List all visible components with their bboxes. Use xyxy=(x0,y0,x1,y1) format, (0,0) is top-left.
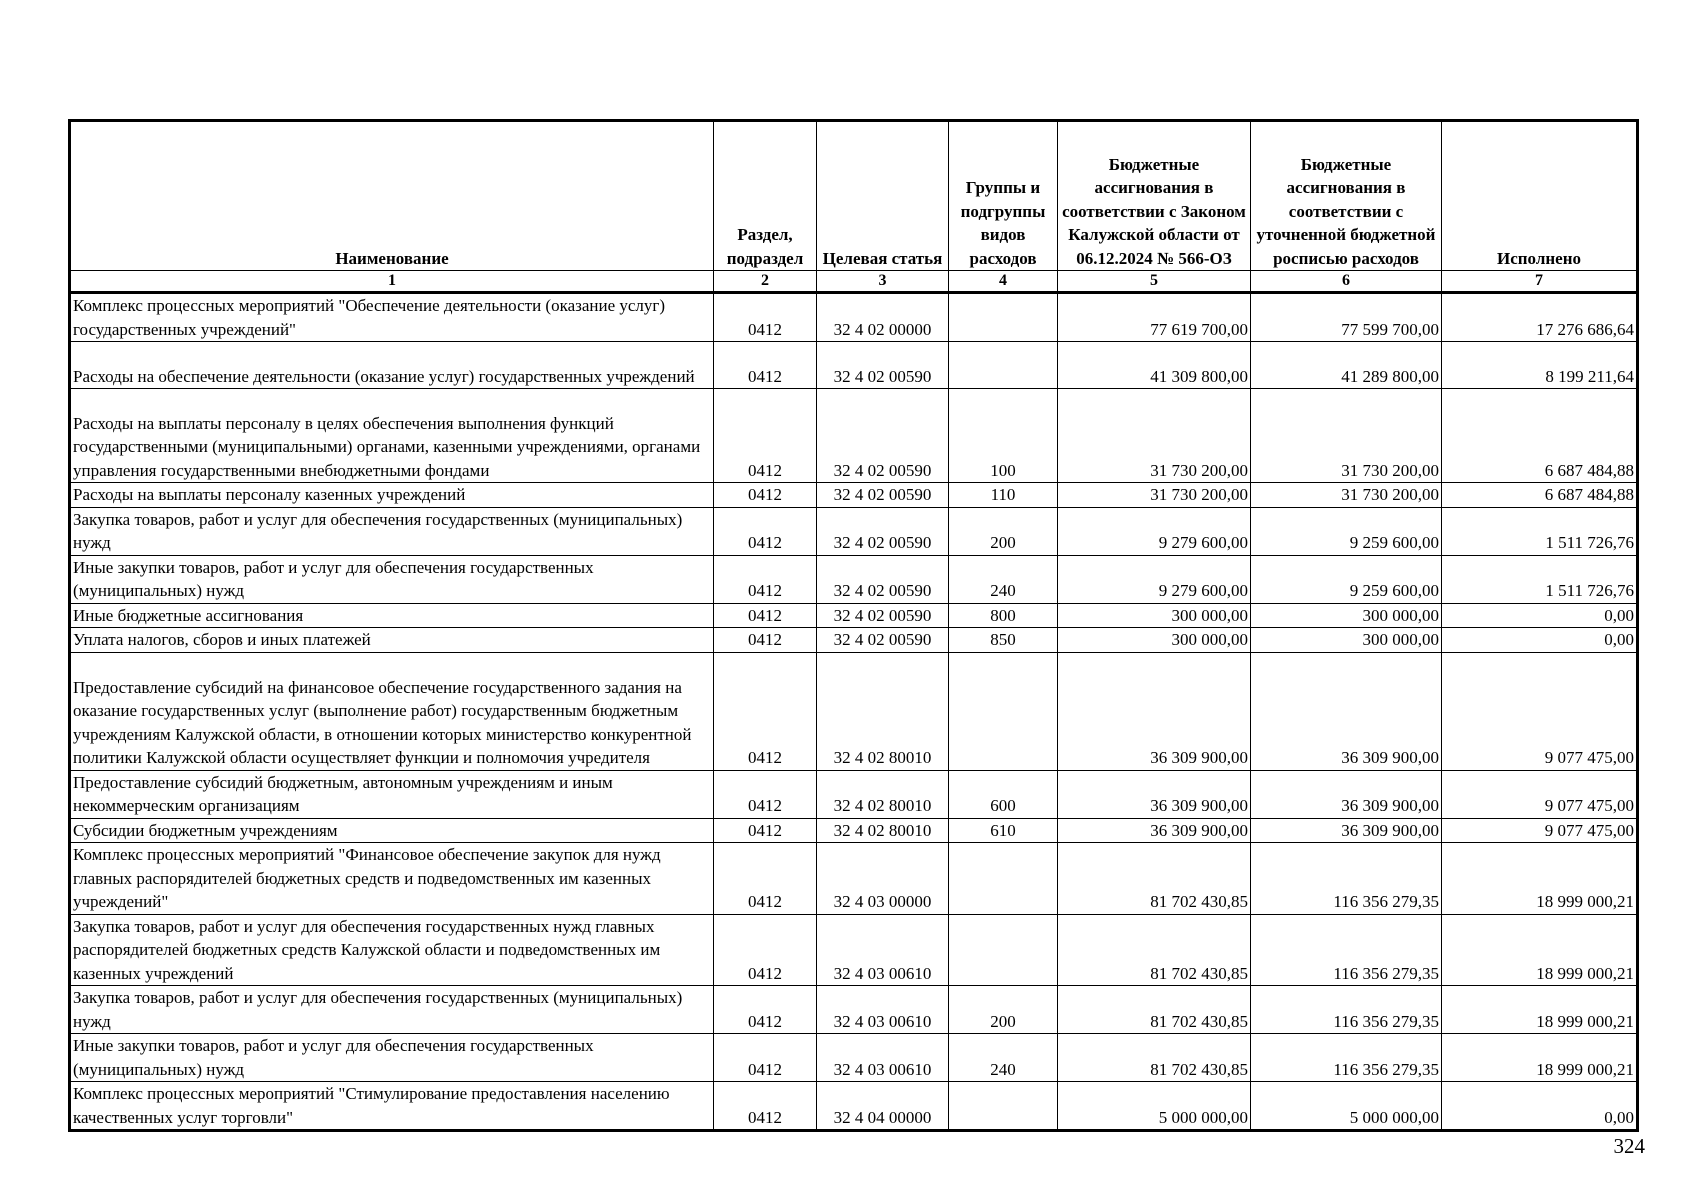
table-row xyxy=(70,818,1638,843)
row-section: 0412 xyxy=(714,389,817,483)
table-row xyxy=(70,293,1638,342)
row-group xyxy=(949,843,1058,915)
row-refined-amount: 36 309 900,00 xyxy=(1251,770,1442,818)
row-target: 32 4 03 00000 xyxy=(817,843,949,915)
table-row xyxy=(70,603,1638,628)
header-group: Группы и подгруппы видов расходов xyxy=(949,121,1058,271)
row-group: 600 xyxy=(949,770,1058,818)
row-section: 0412 xyxy=(714,483,817,508)
row-law-amount: 31 730 200,00 xyxy=(1058,389,1251,483)
row-section: 0412 xyxy=(714,603,817,628)
row-law-amount: 9 279 600,00 xyxy=(1058,507,1251,555)
row-section: 0412 xyxy=(714,293,817,342)
row-executed-amount: 6 687 484,88 xyxy=(1442,389,1638,483)
row-group: 110 xyxy=(949,483,1058,508)
row-executed-amount: 9 077 475,00 xyxy=(1442,652,1638,770)
row-name: Комплекс процессных мероприятий "Обеспечение деятельности (оказание услуг) государственных учреждений" xyxy=(70,293,714,342)
row-law-amount: 81 702 430,85 xyxy=(1058,914,1251,986)
row-refined-amount: 9 259 600,00 xyxy=(1251,507,1442,555)
row-executed-amount: 0,00 xyxy=(1442,1082,1638,1131)
row-executed-amount: 18 999 000,21 xyxy=(1442,914,1638,986)
row-group xyxy=(949,342,1058,389)
budget-sheet xyxy=(68,119,1636,1132)
row-target: 32 4 02 00590 xyxy=(817,507,949,555)
budget-table xyxy=(68,119,1639,1132)
row-group xyxy=(949,293,1058,342)
row-executed-amount: 18 999 000,21 xyxy=(1442,843,1638,915)
row-law-amount: 36 309 900,00 xyxy=(1058,652,1251,770)
table-row xyxy=(70,342,1638,389)
row-group: 610 xyxy=(949,818,1058,843)
row-executed-amount: 17 276 686,64 xyxy=(1442,293,1638,342)
row-target: 32 4 02 80010 xyxy=(817,770,949,818)
row-refined-amount: 116 356 279,35 xyxy=(1251,986,1442,1034)
row-group: 800 xyxy=(949,603,1058,628)
table-row xyxy=(70,843,1638,915)
table-row xyxy=(70,389,1638,483)
row-section: 0412 xyxy=(714,1082,817,1131)
table-row xyxy=(70,986,1638,1034)
row-target: 32 4 02 00590 xyxy=(817,555,949,603)
row-refined-amount: 41 289 800,00 xyxy=(1251,342,1442,389)
row-group xyxy=(949,652,1058,770)
row-refined-amount: 300 000,00 xyxy=(1251,603,1442,628)
row-refined-amount: 9 259 600,00 xyxy=(1251,555,1442,603)
row-law-amount: 300 000,00 xyxy=(1058,603,1251,628)
row-executed-amount: 8 199 211,64 xyxy=(1442,342,1638,389)
row-name: Закупка товаров, работ и услуг для обеспечения государственных (муниципальных) нужд xyxy=(70,507,714,555)
table-row xyxy=(70,914,1638,986)
table-header xyxy=(70,121,1638,293)
row-name: Субсидии бюджетным учреждениям xyxy=(70,818,714,843)
row-name: Предоставление субсидий на финансовое обеспечение государственного задания на оказание государственных услуг (выполнение работ) государственным бюджетным учреждениям Калужской области, в отношении которых министерство конкурентной политики Калужской области осуществляет функции и полномочия учредителя xyxy=(70,652,714,770)
row-name: Иные закупки товаров, работ и услуг для обеспечения государственных (муниципальных) нужд xyxy=(70,555,714,603)
row-target: 32 4 03 00610 xyxy=(817,1034,949,1082)
table-row xyxy=(70,507,1638,555)
row-refined-amount: 5 000 000,00 xyxy=(1251,1082,1442,1131)
row-group xyxy=(949,914,1058,986)
page-number: 324 xyxy=(1613,1134,1645,1158)
col-number: 1 xyxy=(70,271,714,293)
row-law-amount: 36 309 900,00 xyxy=(1058,770,1251,818)
row-executed-amount: 9 077 475,00 xyxy=(1442,770,1638,818)
row-refined-amount: 77 599 700,00 xyxy=(1251,293,1442,342)
row-law-amount: 300 000,00 xyxy=(1058,628,1251,653)
row-name: Расходы на выплаты персоналу казенных учреждений xyxy=(70,483,714,508)
row-name: Иные бюджетные ассигнования xyxy=(70,603,714,628)
table-row xyxy=(70,1034,1638,1082)
row-refined-amount: 116 356 279,35 xyxy=(1251,1034,1442,1082)
row-law-amount: 9 279 600,00 xyxy=(1058,555,1251,603)
row-section: 0412 xyxy=(714,342,817,389)
row-section: 0412 xyxy=(714,914,817,986)
row-law-amount: 41 309 800,00 xyxy=(1058,342,1251,389)
row-law-amount: 36 309 900,00 xyxy=(1058,818,1251,843)
row-refined-amount: 31 730 200,00 xyxy=(1251,483,1442,508)
header-target: Целевая статья xyxy=(817,121,949,271)
row-section: 0412 xyxy=(714,1034,817,1082)
row-section: 0412 xyxy=(714,986,817,1034)
row-target: 32 4 02 80010 xyxy=(817,818,949,843)
row-executed-amount: 18 999 000,21 xyxy=(1442,1034,1638,1082)
col-number: 6 xyxy=(1251,271,1442,293)
header-name: Наименование xyxy=(70,121,714,271)
row-executed-amount: 0,00 xyxy=(1442,603,1638,628)
row-target: 32 4 02 00590 xyxy=(817,628,949,653)
row-refined-amount: 36 309 900,00 xyxy=(1251,652,1442,770)
row-name: Уплата налогов, сборов и иных платежей xyxy=(70,628,714,653)
col-number: 4 xyxy=(949,271,1058,293)
row-refined-amount: 31 730 200,00 xyxy=(1251,389,1442,483)
row-target: 32 4 02 00590 xyxy=(817,483,949,508)
row-law-amount: 81 702 430,85 xyxy=(1058,843,1251,915)
row-name: Закупка товаров, работ и услуг для обеспечения государственных нужд главных распорядителей бюджетных средств Калужской области и подведомственных им казенных учреждений xyxy=(70,914,714,986)
col-number: 2 xyxy=(714,271,817,293)
row-section: 0412 xyxy=(714,507,817,555)
row-law-amount: 5 000 000,00 xyxy=(1058,1082,1251,1131)
row-executed-amount: 1 511 726,76 xyxy=(1442,555,1638,603)
row-name: Комплекс процессных мероприятий "Стимулирование предоставления населению качественных услуг торговли" xyxy=(70,1082,714,1131)
row-refined-amount: 36 309 900,00 xyxy=(1251,818,1442,843)
row-executed-amount: 6 687 484,88 xyxy=(1442,483,1638,508)
row-name: Расходы на выплаты персоналу в целях обеспечения выполнения функций государственными (муниципальными) органами, казенными учреждениями, органами управления государственными внебюджетными фондами xyxy=(70,389,714,483)
table-body xyxy=(70,293,1638,1131)
table-row xyxy=(70,652,1638,770)
header-executed: Исполнено xyxy=(1442,121,1638,271)
table-row xyxy=(70,770,1638,818)
table-row xyxy=(70,1082,1638,1131)
row-section: 0412 xyxy=(714,818,817,843)
row-group: 240 xyxy=(949,1034,1058,1082)
table-row xyxy=(70,483,1638,508)
row-target: 32 4 02 00590 xyxy=(817,389,949,483)
row-executed-amount: 1 511 726,76 xyxy=(1442,507,1638,555)
row-law-amount: 81 702 430,85 xyxy=(1058,1034,1251,1082)
header-section: Раздел, подраздел xyxy=(714,121,817,271)
row-group xyxy=(949,1082,1058,1131)
row-group: 200 xyxy=(949,986,1058,1034)
row-target: 32 4 02 80010 xyxy=(817,652,949,770)
row-refined-amount: 116 356 279,35 xyxy=(1251,914,1442,986)
row-name: Предоставление субсидий бюджетным, автономным учреждениям и иным некоммерческим организациям xyxy=(70,770,714,818)
header-law-allocations: Бюджетные ассигнования в соответствии с Законом Калужской области от 06.12.2024 № 566-ОЗ xyxy=(1058,121,1251,271)
row-law-amount: 81 702 430,85 xyxy=(1058,986,1251,1034)
row-executed-amount: 0,00 xyxy=(1442,628,1638,653)
row-group: 240 xyxy=(949,555,1058,603)
row-group: 850 xyxy=(949,628,1058,653)
row-law-amount: 31 730 200,00 xyxy=(1058,483,1251,508)
row-law-amount: 77 619 700,00 xyxy=(1058,293,1251,342)
table-row xyxy=(70,555,1638,603)
row-target: 32 4 02 00590 xyxy=(817,342,949,389)
row-target: 32 4 03 00610 xyxy=(817,914,949,986)
row-name: Иные закупки товаров, работ и услуг для обеспечения государственных (муниципальных) нужд xyxy=(70,1034,714,1082)
row-target: 32 4 04 00000 xyxy=(817,1082,949,1131)
row-refined-amount: 116 356 279,35 xyxy=(1251,843,1442,915)
row-target: 32 4 02 00590 xyxy=(817,603,949,628)
row-name: Закупка товаров, работ и услуг для обеспечения государственных (муниципальных) нужд xyxy=(70,986,714,1034)
row-section: 0412 xyxy=(714,555,817,603)
table-row xyxy=(70,628,1638,653)
row-executed-amount: 9 077 475,00 xyxy=(1442,818,1638,843)
col-number: 5 xyxy=(1058,271,1251,293)
row-target: 32 4 02 00000 xyxy=(817,293,949,342)
row-name: Комплекс процессных мероприятий "Финансовое обеспечение закупок для нужд главных распорядителей бюджетных средств и подведомственных им казенных учреждений" xyxy=(70,843,714,915)
row-section: 0412 xyxy=(714,770,817,818)
row-section: 0412 xyxy=(714,652,817,770)
header-refined-allocations: Бюджетные ассигнования в соответствии с уточненной бюджетной росписью расходов xyxy=(1251,121,1442,271)
row-group: 100 xyxy=(949,389,1058,483)
row-section: 0412 xyxy=(714,628,817,653)
row-group: 200 xyxy=(949,507,1058,555)
row-name: Расходы на обеспечение деятельности (оказание услуг) государственных учреждений xyxy=(70,342,714,389)
col-number: 3 xyxy=(817,271,949,293)
col-number: 7 xyxy=(1442,271,1638,293)
row-refined-amount: 300 000,00 xyxy=(1251,628,1442,653)
row-executed-amount: 18 999 000,21 xyxy=(1442,986,1638,1034)
row-target: 32 4 03 00610 xyxy=(817,986,949,1034)
row-section: 0412 xyxy=(714,843,817,915)
